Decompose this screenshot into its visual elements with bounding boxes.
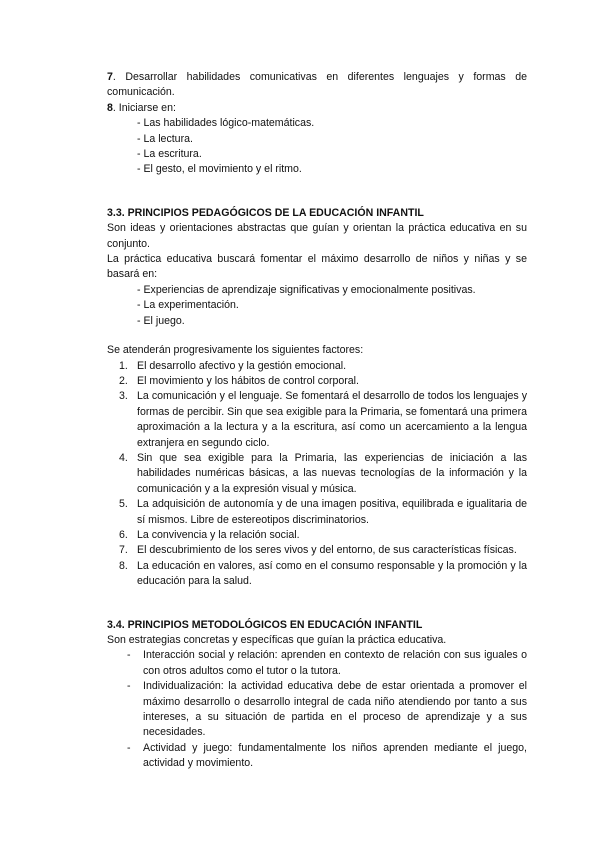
sub-item: - El gesto, el movimiento y el ritmo.: [137, 163, 302, 176]
factors-intro: Se atenderán progresivamente los siguientes factores:: [107, 344, 364, 357]
objective-7-number: 7: [107, 71, 113, 83]
methodology-list: [107, 648, 527, 771]
sub-item: - La escritura.: [137, 148, 202, 161]
document-page: [107, 70, 527, 772]
factor-item: 6. La convivencia y la relación social.: [119, 528, 300, 541]
spacer: [107, 178, 527, 206]
objective-8-number: 8: [107, 101, 113, 114]
spacer: [107, 590, 527, 618]
objective-8-text: . Iniciarse en:: [112, 101, 176, 114]
section-3-3-para2: La práctica educativa buscará fomentar el máximo desarrollo de niños y niñas y se basará en:: [107, 253, 527, 281]
section-3-3-para1: Son ideas y orientaciones abstractas que guían y orientan la práctica educativa en su conjunto.: [107, 222, 527, 250]
objective-7-text: . Desarrollar habilidades comunicativas en diferentes lenguajes y formas de comunicación.: [107, 71, 527, 99]
spacer: [107, 329, 527, 343]
base-item: - La experimentación.: [137, 299, 239, 312]
methodology-item: - Actividad y juego: fundamentalmente los niños aprenden mediante el juego, actividad y movimiento.: [127, 741, 527, 770]
objective-7: [107, 70, 527, 101]
base-item: - El juego.: [137, 314, 185, 327]
factor-item: 2. El movimiento y los hábitos de control corporal.: [119, 374, 359, 387]
factor-item: 7. El descubrimiento de los seres vivos y del entorno, de sus características físicas.: [119, 544, 517, 557]
factors-list: [107, 359, 527, 590]
sub-item: - Las habilidades lógico-matemáticas.: [137, 117, 315, 130]
methodology-item: - Interacción social y relación: aprenden en contexto de relación con sus iguales o con otros adultos como el tutor o la tutora.: [127, 649, 527, 677]
factor-item: 4. Sin que sea exigible para la Primaria, las experiencias de iniciación a las habilidades numéricas básicas, a las nuevas tecnologías de la información y la comunicación y a la expresión visual y música.: [119, 451, 527, 495]
section-3-4-heading: 3.4. PRINCIPIOS METODOLÓGICOS EN EDUCACIÓN INFANTIL: [107, 618, 423, 631]
factor-item: 5. La adquisición de autonomía y de una imagen positiva, equilibrada e igualitaria de sí mismos. Libre de estereotipos discriminatorios.: [119, 498, 527, 526]
objective-8: [107, 101, 527, 116]
sub-item: - La lectura.: [137, 132, 193, 145]
base-item: - Experiencias de aprendizaje significativas y emocionalmente positivas.: [137, 283, 476, 296]
section-3-3-heading: 3.3. PRINCIPIOS PEDAGÓGICOS DE LA EDUCACIÓN INFANTIL: [107, 206, 424, 219]
methodology-item: - Individualización: la actividad educativa debe de estar orientada a promover el máximo desarrollo o desarrollo integral de cada niño atendiendo por tanto a sus intereses, a su situación de partida en el proceso de aprendizaje y a sus necesidades.: [127, 680, 527, 739]
factor-item: 8. La educación en valores, así como en el consumo responsable y la promoción y la educación para la salud.: [119, 559, 527, 588]
section-3-4-para1: Son estrategias concretas y específicas que guían la práctica educativa.: [107, 634, 447, 646]
factor-item: 3. La comunicación y el lenguaje. Se fomentará el desarrollo de todos los lenguajes y formas de percibir. Sin que sea exigible para la Primaria, se fomentará una primera aproximación a la lectura y a la escritura, así como un acercamiento a la lengua extranjera en segundo ciclo.: [119, 390, 527, 449]
factor-item: 1. El desarrollo afectivo y la gestión emocional.: [119, 359, 347, 372]
